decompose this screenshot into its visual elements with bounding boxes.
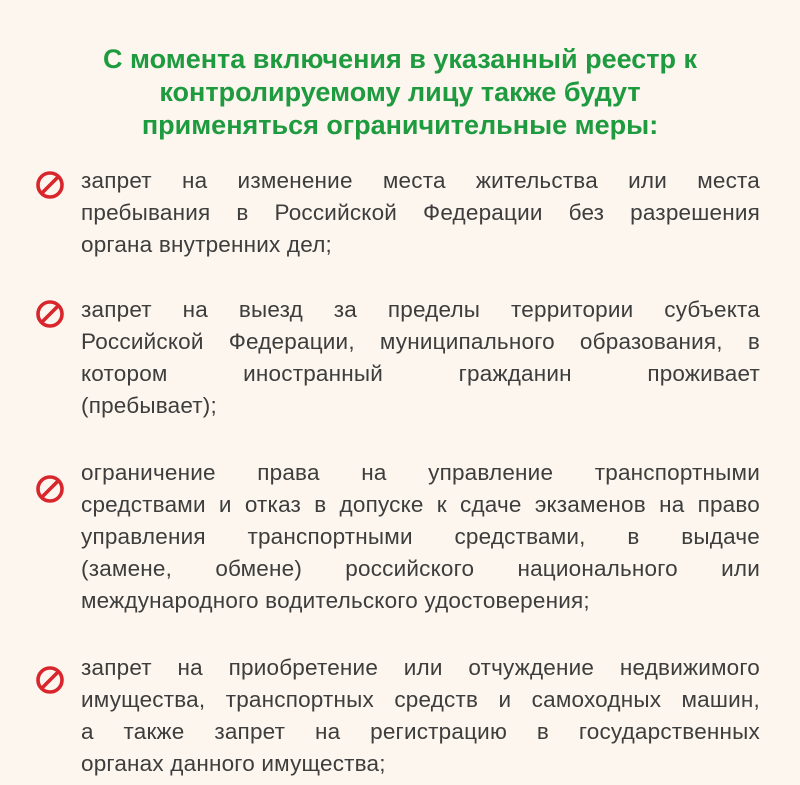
- text-line: запрет на выезд за пределы территории субъекта: [81, 297, 760, 322]
- text-line: (пребывает);: [81, 393, 217, 418]
- list-item-text: [81, 294, 760, 422]
- list-item: [34, 165, 760, 261]
- list-item-text: [81, 165, 760, 261]
- text-line: (замене, обмене) российского национального или: [81, 556, 760, 581]
- title-line-2: контролируемому лицу также будут: [159, 77, 641, 107]
- text-line: средствами и отказ в допуске к сдаче экзаменов на право: [81, 492, 760, 517]
- text-line: пребывания в Российской Федерации без разрешения: [81, 200, 760, 225]
- prohibited-icon: [34, 473, 66, 505]
- prohibited-icon: [34, 664, 66, 696]
- list-item: [34, 294, 760, 422]
- list-item-text: [81, 652, 760, 780]
- text-line: котором иностранный гражданин проживает: [81, 361, 760, 386]
- text-line: Российской Федерации, муниципального образования, в: [81, 329, 760, 354]
- text-line: имущества, транспортных средств и самоходных машин,: [81, 687, 760, 712]
- text-line: а также запрет на регистрацию в государственных: [81, 719, 760, 744]
- title-line-3: применяться ограничительные меры:: [141, 110, 659, 140]
- list-item-text: [81, 457, 760, 617]
- title-line-1: С момента включения в указанный реестр к: [102, 44, 697, 74]
- text-line: органах данного имущества;: [81, 751, 386, 776]
- text-line: управления транспортными средствами, в выдаче: [81, 524, 760, 549]
- text-line: запрет на изменение места жительства или места: [81, 168, 760, 193]
- text-line: ограничение права на управление транспортными: [81, 460, 760, 485]
- prohibited-icon: [34, 298, 66, 330]
- text-line: запрет на приобретение или отчуждение недвижимого: [81, 655, 760, 680]
- list-item: [34, 652, 760, 780]
- page-title: [60, 43, 740, 142]
- prohibited-icon: [34, 169, 66, 201]
- text-line: международного водительского удостоверения;: [81, 588, 590, 613]
- list-item: [34, 457, 760, 617]
- text-line: органа внутренних дел;: [81, 232, 332, 257]
